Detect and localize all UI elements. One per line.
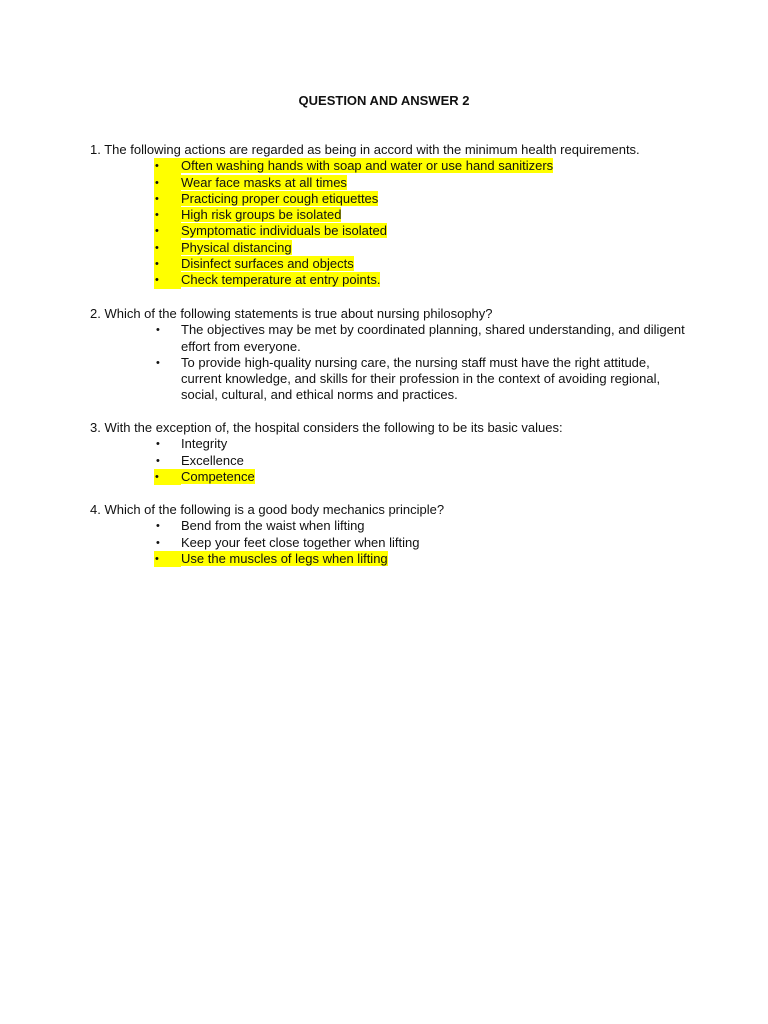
bullet-icon: •	[154, 469, 181, 485]
bullet-icon: •	[154, 223, 181, 239]
answer-text: The objectives may be met by coordinated planning, shared understanding, and diligent effort from everyone.	[181, 322, 685, 354]
answer-text: Often washing hands with soap and water or use hand sanitizers	[181, 158, 554, 174]
answer-text: Symptomatic individuals be isolated	[181, 223, 387, 239]
bullet-icon: •	[156, 520, 160, 533]
answer-list	[90, 158, 690, 288]
question-block-1	[90, 142, 690, 289]
answer-item	[90, 207, 690, 223]
answer-text: Practicing proper cough etiquettes	[181, 190, 379, 206]
answer-item	[90, 272, 690, 288]
answer-text: Integrity	[181, 436, 228, 452]
answer-item	[90, 175, 690, 191]
answer-item	[90, 518, 690, 534]
bullet-icon: •	[154, 191, 181, 207]
page-title: QUESTION AND ANSWER 2	[298, 93, 470, 108]
question-block-4	[90, 502, 690, 567]
answer-item	[90, 256, 690, 272]
bullet-icon: •	[154, 256, 181, 272]
answer-item	[90, 158, 690, 174]
bullet-icon: •	[154, 240, 181, 256]
bullet-icon: •	[156, 324, 160, 337]
answer-text: Competence	[181, 468, 255, 484]
answer-item	[90, 240, 690, 256]
bullet-icon: •	[154, 175, 181, 191]
answer-text: Keep your feet close together when lifting	[181, 534, 420, 550]
answer-text: Physical distancing	[181, 239, 292, 255]
answer-item	[90, 453, 690, 469]
answer-item	[90, 535, 690, 551]
answer-text: Excellence	[181, 452, 244, 468]
answer-list	[90, 436, 690, 485]
answer-list	[90, 518, 690, 567]
question-block-3	[90, 420, 690, 485]
bullet-icon: •	[154, 551, 181, 567]
question-text: 1. The following actions are regarded as being in accord with the minimum health requirements.	[90, 142, 640, 157]
question-block-2	[90, 306, 690, 404]
answer-text: Wear face masks at all times	[181, 174, 347, 190]
answer-item	[90, 355, 690, 404]
bullet-icon: •	[156, 536, 160, 549]
answer-list	[90, 322, 690, 403]
bullet-icon: •	[156, 438, 160, 451]
question-text: 3. With the exception of, the hospital considers the following to be its basic values:	[90, 420, 563, 435]
answer-item	[90, 322, 690, 355]
answer-item	[90, 191, 690, 207]
bullet-icon: •	[154, 272, 181, 288]
answer-text: To provide high-quality nursing care, the nursing staff must have the right attitude, current knowledge, and skills for their profession in the context of avoiding regional, social, cultural, and ethical norms and practices.	[181, 354, 661, 403]
answer-item	[90, 223, 690, 239]
bullet-icon: •	[156, 356, 160, 369]
answer-text: Bend from the waist when lifting	[181, 518, 365, 534]
question-text: 4. Which of the following is a good body mechanics principle?	[90, 502, 445, 517]
bullet-icon: •	[156, 454, 160, 467]
answer-text: Use the muscles of legs when lifting	[181, 550, 388, 566]
answer-text: Check temperature at entry points.	[181, 272, 381, 288]
answer-item	[90, 551, 690, 567]
answer-item	[90, 469, 690, 485]
bullet-icon: •	[154, 158, 181, 174]
question-text: 2. Which of the following statements is true about nursing philosophy?	[90, 306, 493, 321]
answer-text: Disinfect surfaces and objects	[181, 256, 354, 272]
answer-item	[90, 436, 690, 452]
bullet-icon: •	[154, 207, 181, 223]
answer-text: High risk groups be isolated	[181, 207, 342, 223]
